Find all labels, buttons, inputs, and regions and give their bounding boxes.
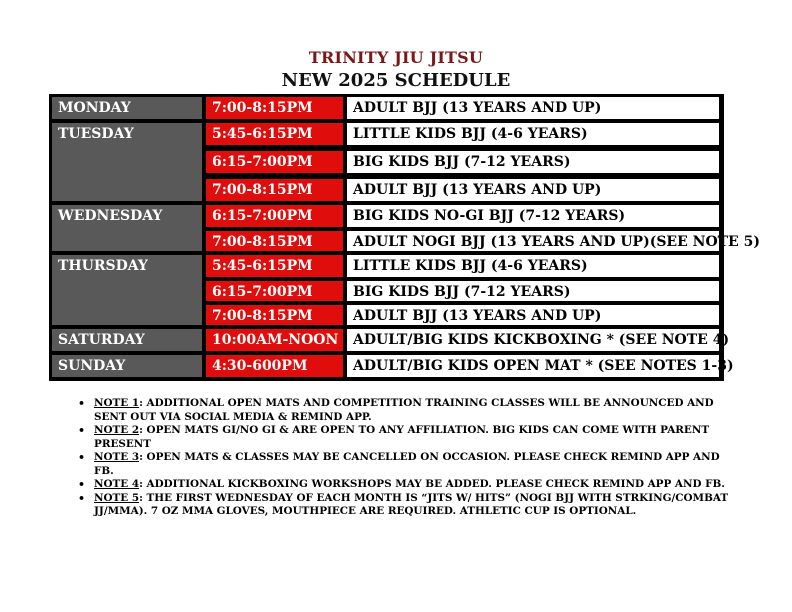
day-cell-saturday: SATURDAY [52, 329, 202, 351]
time-cell: 7:00-8:15PM [206, 231, 343, 251]
class-cell: BIG KIDS BJJ (7-12 YEARS) [347, 151, 719, 173]
class-cell: ADULT/BIG KIDS KICKBOXING * (SEE NOTE 4) [347, 329, 719, 351]
class-cell: ADULT/BIG KIDS OPEN MAT * (SEE NOTES 1-3) [347, 355, 719, 377]
schedule-table [49, 94, 760, 381]
note-text: : THE FIRST WEDNESDAY OF EACH MONTH IS “JITS W/ HITS” (NOGI BJJ WITH STRKING/COMBAT JJ/MMA). 7 OZ MMA GLOVES, MOUTHPIECE ARE REQUIRED. ATHLETIC CUP IS OPTIONAL. [94, 491, 729, 517]
time-cell: 6:15-7:00PM [206, 205, 343, 227]
time-cell: 5:45-6:15PM [206, 255, 343, 277]
note-label: NOTE 1 [94, 397, 140, 409]
note-label: NOTE 2 [94, 424, 140, 436]
schedule-title: NEW 2025 SCHEDULE [281, 70, 511, 91]
time-cell: 6:15-7:00PM [206, 281, 343, 301]
time-cell: 10:00AM-NOON [206, 329, 343, 351]
class-cell: ADULT BJJ (13 YEARS AND UP) [347, 179, 719, 201]
note-text: : OPEN MATS GI/NO GI & ARE OPEN TO ANY AFFILIATION. BIG KIDS CAN COME WITH PARENT PRESENT [94, 424, 710, 450]
note-item [78, 451, 738, 478]
bullet-icon: • [78, 491, 86, 505]
day-cell-tuesday: TUESDAY [52, 123, 202, 201]
class-cell: BIG KIDS NO-GI BJJ (7-12 YEARS) [347, 205, 719, 227]
class-cell: ADULT NOGI BJJ (13 YEARS AND UP)(SEE NOTE 5) [347, 231, 719, 251]
time-cell: 5:45-6:15PM [206, 123, 343, 145]
note-text: : ADDITIONAL KICKBOXING WORKSHOPS MAY BE ADDED. PLEASE CHECK REMIND APP AND FB. [139, 478, 725, 490]
time-cell: 7:00-8:15PM [206, 97, 343, 119]
time-cell: 7:00-8:15PM [206, 179, 343, 201]
note-label: NOTE 5 [94, 491, 140, 504]
time-cell: 4:30-600PM [206, 355, 343, 377]
day-cell-monday: MONDAY [52, 97, 202, 119]
time-cell: 6:15-7:00PM [206, 151, 343, 173]
bullet-icon: • [78, 478, 86, 491]
class-cell: ADULT BJJ (13 YEARS AND UP) [347, 97, 719, 119]
day-cell-sunday: SUNDAY [52, 355, 202, 377]
class-cell: LITTLE KIDS BJJ (4-6 YEARS) [347, 123, 719, 145]
day-cell-thursday: THURSDAY [52, 255, 202, 325]
time-cell: 7:00-8:15PM [206, 305, 343, 325]
class-cell: ADULT BJJ (13 YEARS AND UP) [347, 305, 719, 325]
gym-name-title: TRINITY JIU JITSU [308, 48, 484, 67]
note-item [78, 424, 738, 451]
bullet-icon: • [78, 397, 86, 410]
note-item [78, 478, 738, 492]
bullet-icon: • [78, 424, 86, 437]
notes-list [78, 397, 738, 519]
note-label: NOTE 3 [94, 451, 140, 463]
note-item [78, 397, 738, 424]
note-text: : ADDITIONAL OPEN MATS AND COMPETITION TRAINING CLASSES WILL BE ANNOUNCED AND SENT OUT VIA SOCIAL MEDIA & REMIND APP. [94, 397, 714, 423]
bullet-icon: • [78, 451, 86, 464]
class-cell: BIG KIDS BJJ (7-12 YEARS) [347, 281, 719, 301]
class-cell: LITTLE KIDS BJJ (4-6 YEARS) [347, 255, 719, 277]
note-label: NOTE 4 [94, 478, 140, 490]
day-cell-wednesday: WEDNESDAY [52, 205, 202, 251]
note-text: : OPEN MATS & CLASSES MAY BE CANCELLED ON OCCASION. PLEASE CHECK REMIND APP AND FB. [94, 451, 720, 477]
note-item [78, 492, 738, 519]
